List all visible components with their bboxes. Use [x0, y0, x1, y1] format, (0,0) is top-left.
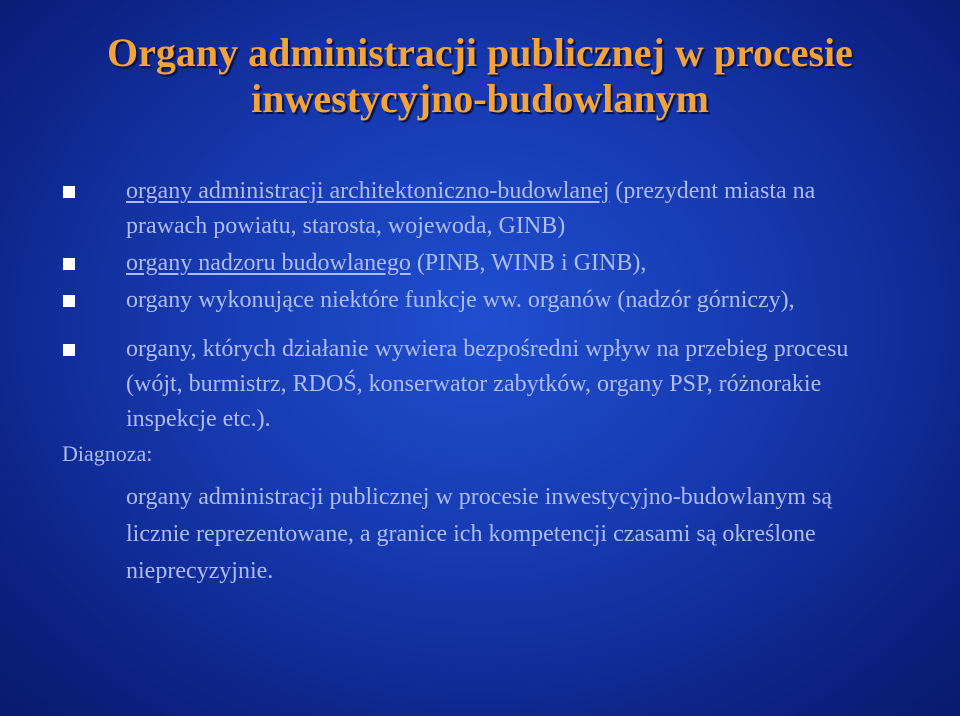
bullet-item: [0, 246, 960, 281]
square-bullet-icon: [63, 258, 75, 270]
bullet-underlined-text: organy nadzoru budowlanego: [126, 250, 411, 276]
bullet-text: (prezydent miasta na prawach powiatu, starosta, wojewoda, GINB): [126, 178, 816, 239]
square-bullet-icon: [63, 295, 75, 307]
square-bullet-icon: [63, 344, 75, 356]
slide-title: Organy administracji publicznej w procesie inwestycyjno-budowlanym: [107, 30, 853, 121]
bullet-list: [0, 174, 960, 590]
diagnosis-text: organy administracji publicznej w procesie inwestycyjno-budowlanym są licznie reprezentowane, a granice ich kompetencji czasami są określone nieprecyzyjnie.: [126, 484, 833, 584]
diagnosis-label: Diagnoza:: [62, 441, 153, 466]
bullet-item: [0, 174, 960, 244]
bullet-text: organy, których działanie wywiera bezpośredni wpływ na przebieg procesu (wójt, burmistrz, RDOŚ, konserwator zabytków, organy PSP, różnorakie inspekcje etc.).: [126, 336, 849, 432]
bullet-text: (PINB, WINB i GINB),: [410, 250, 647, 276]
bullet-item: [0, 283, 960, 318]
bullet-underlined-text: organy administracji architektoniczno-budowlanej: [126, 178, 610, 204]
square-bullet-icon: [63, 186, 75, 198]
bullet-text: organy wykonujące niektóre funkcje ww. organów (nadzór górniczy),: [126, 287, 795, 313]
bullet-item: [0, 332, 960, 437]
